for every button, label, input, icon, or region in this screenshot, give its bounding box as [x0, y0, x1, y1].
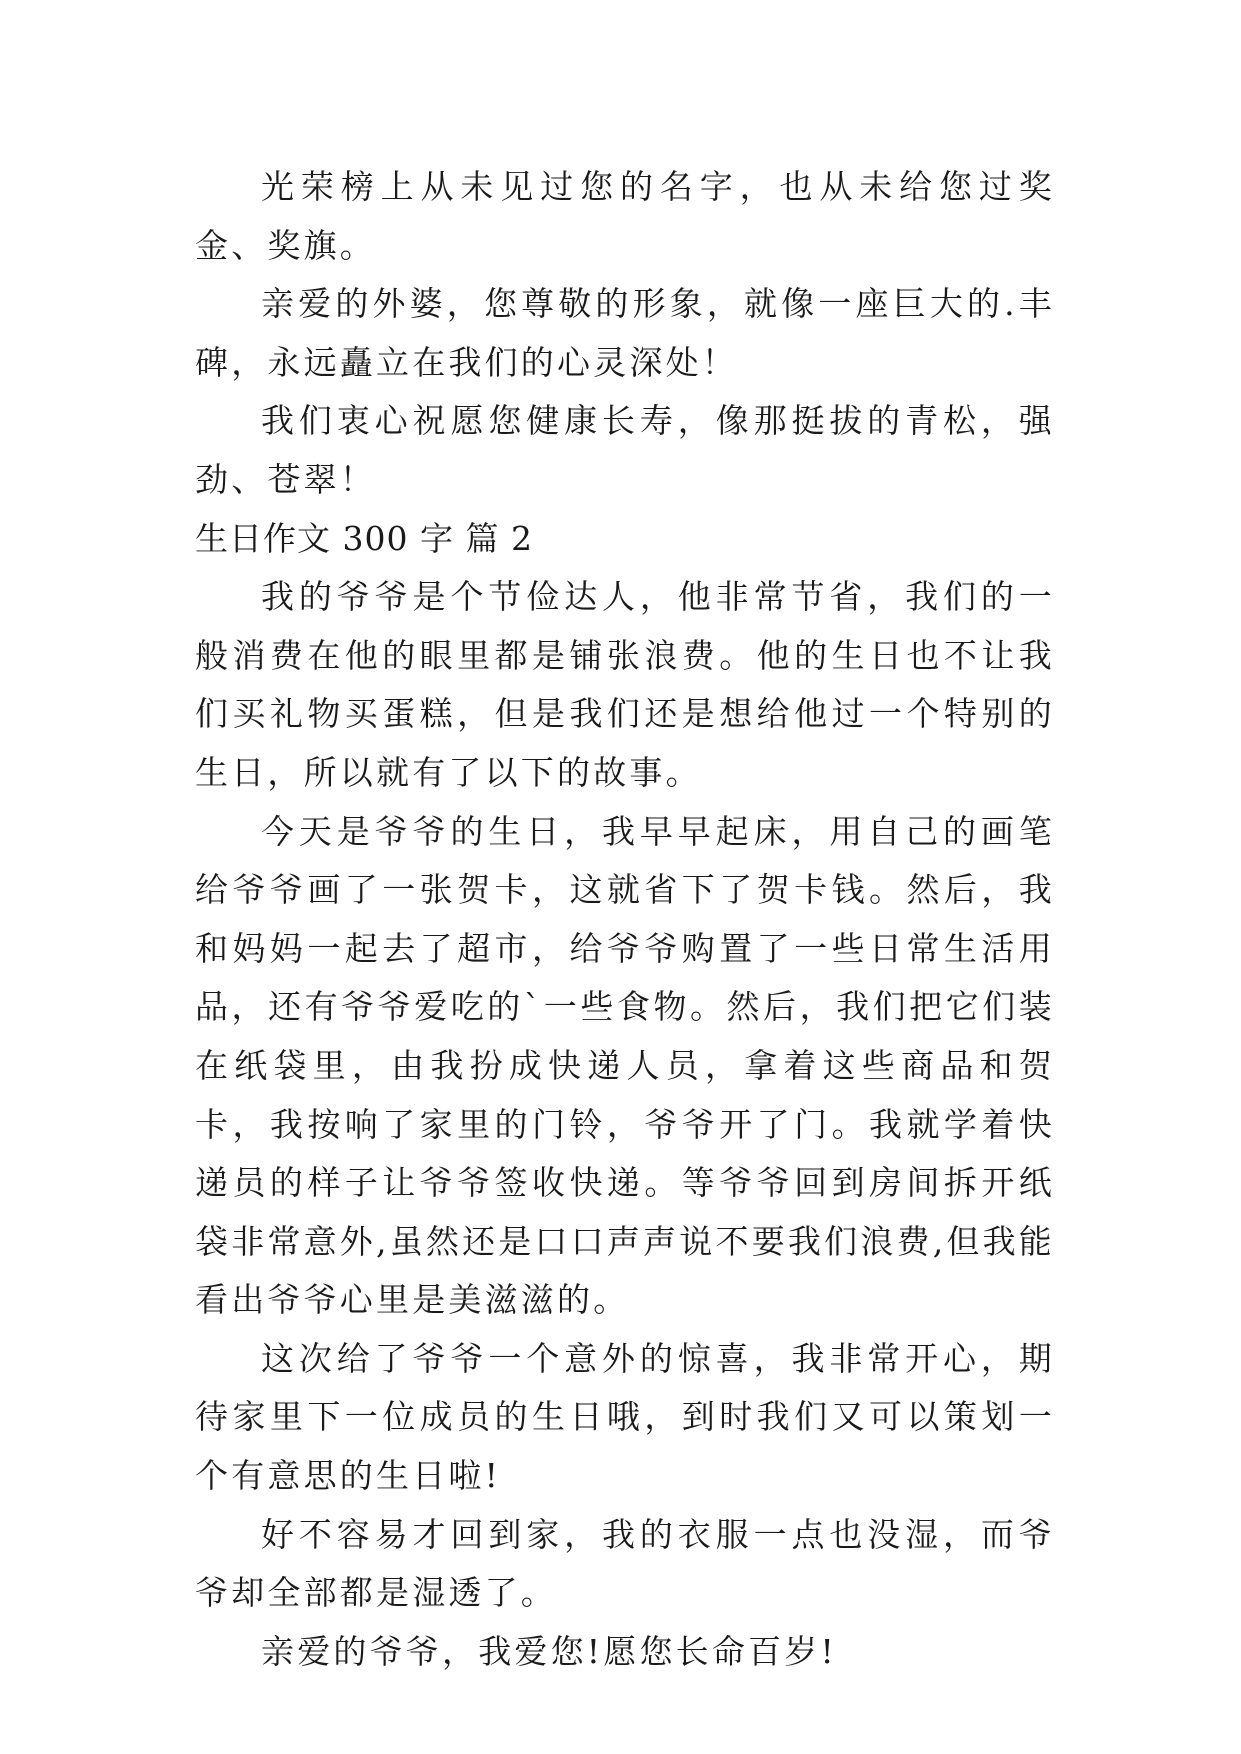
paragraph: 我的爷爷是个节俭达人，他非常节省，我们的一般消费在他的眼里都是铺张浪费。他的生日也不让我们买礼物买蛋糕，但是我们还是想给他过一个特别的生日，所以就有了以下的故事。 [195, 577, 1055, 792]
paragraph: 好不容易才回到家，我的衣服一点也没湿，而爷爷却全部都是湿透了。 [195, 1514, 1055, 1613]
paragraph: 我们衷心祝愿您健康长寿，像那挺拔的青松，强劲、苍翠！ [195, 401, 1055, 499]
paragraph: 光荣榜上从未见过您的名字，也从未给您过奖金、奖旗。 [195, 167, 1055, 265]
document-body [195, 158, 1055, 1681]
paragraph: 这次给了爷爷一个意外的惊喜，我非常开心，期待家里下一位成员的生日哦，到时我们又可以策划一个有意思的生日啦! [195, 1338, 1055, 1496]
paragraph: 今天是爷爷的生日，我早早起床，用自己的画笔给爷爷画了一张贺卡，这就省下了贺卡钱。然后，我和妈妈一起去了超市，给爷爷购置了一些日常生活用品，还有爷爷爱吃的`一些食物。然后，我们把它们装在纸袋里，由我扮成快递人员，拿着这些商品和贺卡，我按响了家里的门铃，爷爷开了门。我就学着快递员的样子让爷爷签收快递。等爷爷回到房间拆开纸袋非常意外,虽然还是口口声声说不要我们浪费,但我能看出爷爷心里是美滋滋的。 [195, 811, 1055, 1320]
paragraph: 亲爱的爷爷，我爱您!愿您长命百岁! [261, 1631, 837, 1671]
paragraph: 亲爱的外婆，您尊敬的形象，就像一座巨大的.丰碑，永远矗立在我们的心灵深处！ [195, 284, 1055, 382]
section-heading: 生日作文 300 字 篇 2 [195, 518, 533, 558]
